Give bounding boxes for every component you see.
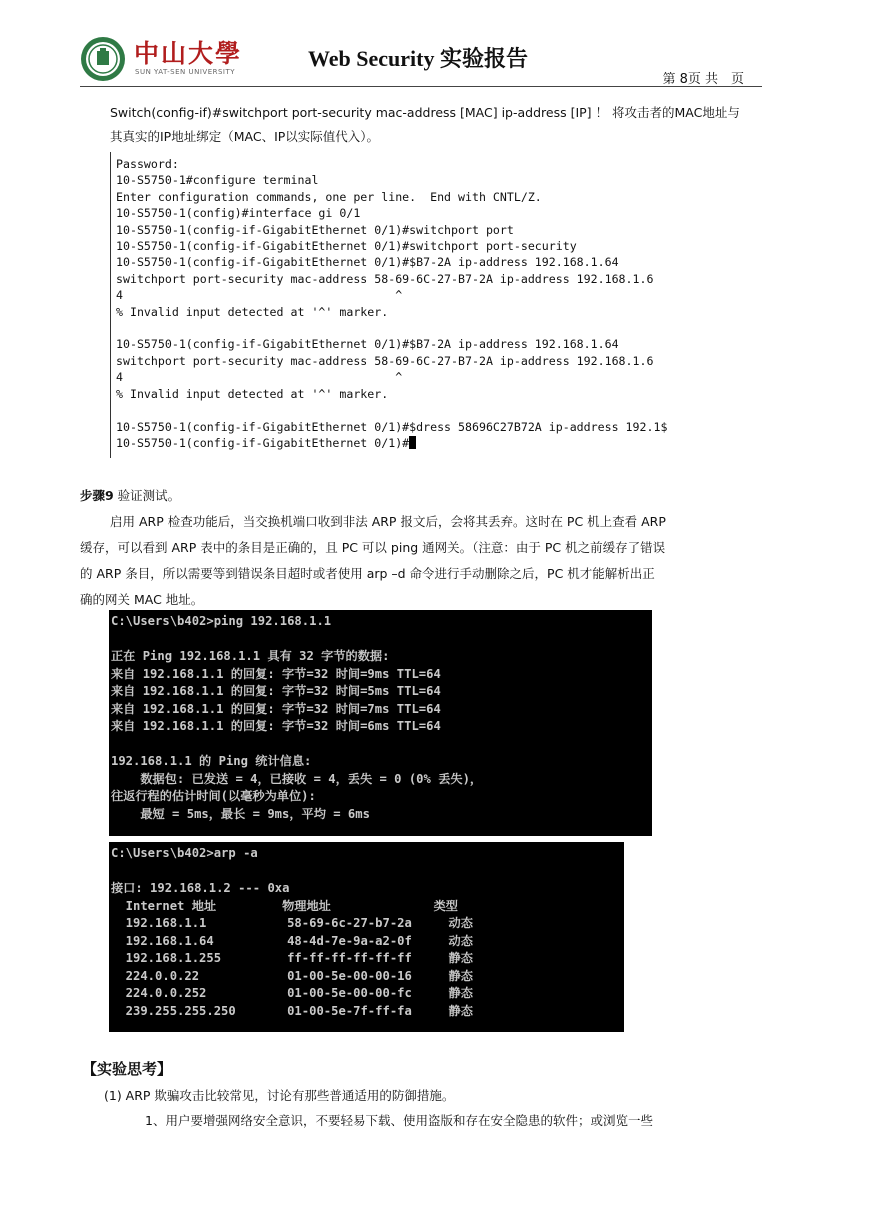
ping-console-screenshot	[109, 610, 652, 836]
step-label: 步骤9	[80, 488, 114, 503]
page-header	[80, 28, 762, 88]
arp-console-screenshot	[109, 842, 624, 1032]
switch-console-text: Password: 10-S5750-1#configure terminal Enter configuration commands, one per line. End with CNTL/Z. 10-S5750-1(config)#interface gi 0/1 10-S5750-1(config-if-GigabitEthernet 0/1)#switchport port 10-S5750-1(config-if-GigabitEthernet 0/1)#switchport port-security 10-S5750-1(config-if-GigabitEthernet 0/1)#$B7-2A ip-address 192.168.1.64 switchport port-security mac-address 58-69-6C-27-B7-2A ip-address 192.168.1.6 4 ^ % Invalid input detected at '^' marker. 10-S5750-1(config-if-GigabitEthernet 0/1)#$B7-2A ip-address 192.168.1.64 switchport port-security mac-address 58-69-6C-27-B7-2A ip-address 192.168.1.6 4 ^ % Invalid input detected at '^' marker. 10-S5750-1(config-if-GigabitEthernet 0/1)#$dress 58696C27B72A ip-address 192.1$ 10-S5750-1(config-if-GigabitEthernet 0/1)#	[116, 157, 668, 450]
step-9-para-line-2: 缓存，可以看到 ARP 表中的条目是正确的，且 PC 可以 ping 通网关。（注意：由于 PC 机之前缓存了错误	[80, 540, 666, 555]
step-9-para-line-1: 启用 ARP 检查功能后，当交换机端口收到非法 ARP 报文后，会将其丢弃。这时在 PC 机上查看 ARP	[110, 514, 666, 529]
arp-console-text: C:\Users\b402>arp -a 接口: 192.168.1.2 --- 0xa Internet 地址 物理地址 类型 192.168.1.1 58-69-6c-27-b7-2a 动态 192.168.1.64 48-4d-7e-9a-a2-0f 动态 192.168.1.255 ff-ff-ff-ff-ff-ff 静态 224.0.0.22 01-00-5e-00-00-16 静态 224.0.0.252 01-00-5e-00-00-fc 静态 239.255.255.250 01-00-5e-7f-ff-fa 静态	[111, 846, 473, 1018]
step-9-heading	[80, 483, 180, 509]
page-number: 第 8页 共 页	[662, 72, 744, 87]
ping-console-text: C:\Users\b402>ping 192.168.1.1 正在 Ping 192.168.1.1 具有 32 字节的数据: 来自 192.168.1.1 的回复: 字节=32 时间=9ms TTL=64 来自 192.168.1.1 的回复: 字节=32 时间=5ms TTL=64 来自 192.168.1.1 的回复: 字节=32 时间=7ms TTL=64 来自 192.168.1.1 的回复: 字节=32 时间=6ms TTL=64 192.168.1.1 的 Ping 统计信息: 数据包: 已发送 = 4，已接收 = 4，丢失 = 0 (0% 丢失)， 往返行程的估计时间(以毫秒为单位): 最短 = 5ms，最长 = 9ms，平均 = 6ms	[111, 614, 483, 821]
intro-line-1: Switch(config-if)#switchport port-security mac-address [MAC] ip-address [IP] ！ 将攻击者的MAC地址与	[110, 105, 740, 120]
step-title: 验证测试。	[113, 488, 181, 503]
question-1: (1) ARP 欺骗攻击比较常见，讨论有那些普通适用的防御措施。	[104, 1088, 455, 1103]
step-9-para-line-3: 的 ARP 条目，所以需要等到错误条目超时或者使用 arp –d 命令进行手动删除之后，PC 机才能解析出正	[80, 566, 655, 581]
terminal-cursor	[409, 436, 416, 449]
header-divider	[80, 86, 762, 87]
university-english-name: SUN YAT-SEN UNIVERSITY	[135, 68, 236, 76]
experiment-thinking-heading: 【实验思考】	[82, 1060, 173, 1078]
step-9-para-line-4: 确的网关 MAC 地址。	[80, 592, 204, 607]
document-title: Web Security 实验报告	[308, 46, 528, 71]
switch-console-screenshot	[110, 152, 731, 458]
university-seal-icon	[80, 36, 126, 82]
answer-1-line: 1、用户要增强网络安全意识，不要轻易下载、使用盗版和存在安全隐患的软件；或浏览一些	[145, 1113, 653, 1128]
intro-line-2: 其真实的IP地址绑定（MAC、IP以实际值代入）。	[110, 129, 380, 144]
university-name: 中山大學	[134, 39, 243, 68]
